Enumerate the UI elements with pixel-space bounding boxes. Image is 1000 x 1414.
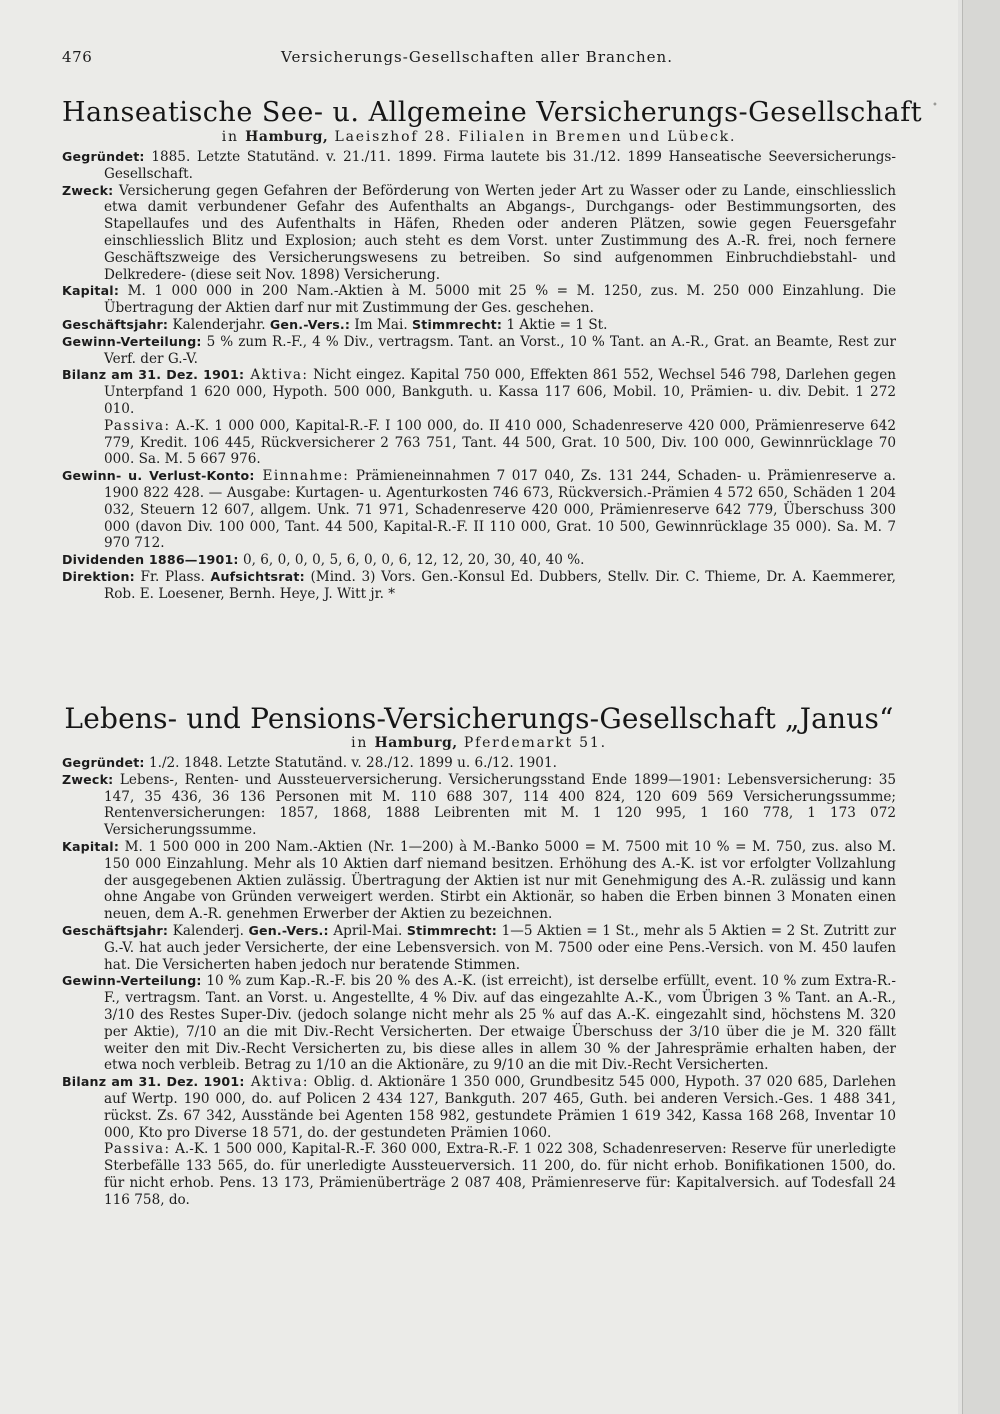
entry-label: Aufsichtsrat: (210, 568, 305, 584)
entry-bilanz-passiva (62, 1141, 896, 1208)
entry-label: Kapital: (62, 838, 120, 854)
entry-text: 1—5 Aktien = 1 St., mehr als 5 Aktien = 2 St. Zutritt zur G.-V. hat auch jeder Versicherte, der eine Lebensversich. von M. 7500 oder eine Pens.-Versich. von M. 450 laufen hat. Die Versicherten haben jedoch nur beratende Stimmen. (104, 922, 896, 973)
entry-text: M. 1 000 000 in 200 Nam.-Aktien à M. 5000 mit 25 % = M. 1250, zus. M. 250 000 Einzahlung. Die Übertragung der Aktien darf nur mit Zustimmung der Ges. geschehen. (104, 283, 896, 317)
entry-geschaeftsjahr (62, 923, 896, 973)
entry-text: 1885. Letzte Statutänd. v. 21./11. 1899. Firma lautete bis 31./12. 1899 Hanseatische Seeversicherungs-Gesellschaft. (104, 149, 896, 182)
location-prefix: in (351, 735, 375, 751)
company-title: Hanseatische See- u. Allgemeine Versicherungs-Gesellschaft (62, 97, 923, 128)
entry-label: Kapital: (62, 283, 120, 299)
entry-spaced-label: Passiva: (104, 1141, 171, 1158)
entry-bilanz-aktiva (62, 1074, 896, 1141)
company-location (62, 128, 896, 146)
entry-text: 5 % zum R.-F., 4 % Div., vertragsm. Tant. an Vorst., 10 % Tant. an A.-R., Grat. an Beamte, Rest zur Verf. der G.-V. (104, 333, 896, 367)
entry-label: Gegründet: (62, 149, 145, 164)
running-title: Versicherungs-Gesellschaften aller Branchen. (281, 48, 673, 66)
entry-text: 10 % zum Kap.-R.-F. bis 20 % des A.-K. (ist erreicht), ist derselbe erfüllt, event. 10 % zum Extra-R.-F., vertragsm. Tant. an Vorst. u. Angestellte, 4 % Div. auf das eingezahlte A.-K., vom Übrigen 3 % Tant. an A.-R., 3/10 des Restes Super-Div. (jedoch solange nicht mehr als 25 % auf das A.-K. eingezahlt sind, höchstens M. 320 per Aktie), 7/10 an die mit Div.-Recht Versicherten. Der etwaige Überschuss der 3/10 über die je M. 320 fällt weiter den mit Div.-Recht Versicherten zu, bis diese alles in allem 30 % der Jahresprämie erhalten haben, der etwa noch verbleib. Betrag zu 1/10 an die Aktionäre, zu 9/10 an die mit Div.-Recht Versicherten. (104, 973, 896, 1074)
entry-text: Im Mai. (350, 316, 413, 333)
entry-direktion (62, 569, 896, 603)
entry-text: 1 Aktie = 1 St. (502, 316, 608, 333)
entry-bilanz-passiva (62, 418, 896, 468)
entry-spaced-label: Passiva: (104, 417, 171, 434)
entry-label: Gewinn-Verteilung: (62, 333, 202, 349)
entry-text: 0, 6, 0, 0, 0, 5, 6, 0, 0, 6, 12, 12, 20, 30, 40, 40 %. (238, 552, 585, 569)
entry-gewinn-verlust (62, 468, 896, 552)
entry-label: Bilanz am 31. Dez. 1901: (62, 367, 245, 383)
entry-dividenden (62, 552, 896, 569)
entry-label: Geschäftsjahr: (62, 922, 169, 938)
entry-text: Fr. Plass. (134, 568, 211, 585)
entry-text: 1./2. 1848. Letzte Statutänd. v. 28./12. 1899 u. 6./12. 1901. (144, 755, 557, 771)
entry-label: Zweck: (62, 771, 114, 787)
entry-text: (Mind. 3) Vors. Gen.-Konsul Ed. Dubbers, Stellv. Dir. C. Thieme, Dr. A. Kaemmerer, Rob. E. Loesener, Bernh. Heye, J. Witt jr. * (104, 568, 896, 602)
entry-text: Oblig. d. Aktionäre 1 350 000, Grundbesitz 545 000, Hypoth. 37 020 685, Darlehen auf Wertp. 190 000, do. auf Policen 2 434 127, Bankguth. 207 465, Guth. bei anderen Versich.-Ges. 1 488 341, rückst. Zs. 67 342, Ausstände bei Agenten 158 982, gestundete Prämien 1 619 342, Kassa 168 268, Inventar 10 000, Kto pro Diverse 18 571, do. der gestundeten Prämien 1060. (104, 1074, 897, 1141)
location-rest: Pferdemarkt 51. (457, 735, 607, 751)
margin-mark: • (932, 100, 938, 111)
entry-zweck (62, 183, 896, 284)
page-header (62, 48, 892, 70)
entry-gegruendet (62, 149, 896, 183)
entry-text: Versicherung gegen Gefahren der Beförderung von Werten jeder Art zu Wasser oder zu Lande, einschliesslich etwa damit verbundener Gefahr des Aufenthalts an Abgangs-, Durchgangs- oder Bestimmungsorten, des Stapellaufes und des Aufenthalts in Häfen, Rheden oder anderen Plätzen, sowie gegen Feuersgefahr einschliesslich Blitz und Explosion; auch steht es dem Vorst. unter Zustimmung des A.-R. frei, noch fernere Geschäftszweige des Versicherungswesens zu betreiben. So sind aufgenommen Einbruchdiebstahl- und Delkredere- (diese seit Nov. 1898) Versicherung. (104, 182, 896, 283)
entry-spaced-label: Einnahme: (254, 468, 350, 485)
company-body (62, 149, 896, 603)
entry-label: Direktion: (62, 568, 135, 584)
entry-kapital (62, 839, 896, 923)
entry-bilanz-aktiva (62, 367, 896, 417)
company-location (62, 734, 896, 752)
company-body (62, 755, 896, 1209)
company-janus (62, 702, 896, 1209)
page-edge (962, 0, 1000, 1414)
entry-label: Gen.-Vers.: (248, 922, 329, 938)
location-rest: Laeiszhof 28. Filialen in Bremen und Lübeck. (328, 129, 737, 145)
company-hanseatische (62, 96, 923, 603)
entry-label: Bilanz am 31. Dez. 1901: (62, 1074, 245, 1090)
entry-gegruendet (62, 755, 896, 772)
entry-text: A.-K. 1 500 000, Kapital-R.-F. 360 000, Extra-R.-F. 1 022 308, Schadenreserven: Reserve für unerledigte Sterbefälle 133 565, do. für unerledigte Aussteuerversich. 11 200, do. für nicht erhob. Bonifikationen 1500, do. für nicht erhob. Pens. 13 173, Prämienüberträge 2 087 408, Prämienreserve für: Kapitalversich. auf Todesfall 24 116 758, do. (104, 1141, 896, 1208)
location-city: Hamburg, (374, 735, 458, 751)
entry-label: Zweck: (62, 182, 114, 198)
entry-text: Nicht eingez. Kapital 750 000, Effekten 861 552, Wechsel 546 798, Darlehen gegen Unterpfand 1 620 000, Hypoth. 500 000, Bankguth. u. Kassa 117 606, Mobil. 10, Prämien- u. div. Debit. 1 272 010. (104, 367, 896, 417)
company-title: Lebens- und Pensions-Versicherungs-Gesellschaft „Janus“ (64, 702, 894, 735)
entry-gewinn-verteilung (62, 973, 896, 1074)
entry-label: Geschäftsjahr: (62, 316, 169, 332)
location-prefix: in (221, 129, 246, 145)
entry-gewinn-verteilung (62, 334, 896, 368)
entry-text: Prämieneinnahmen 7 017 040, Zs. 131 244, Schaden- u. Prämienreserve a. 1900 822 428. — Ausgabe: Kurtagen- u. Agenturkosten 746 673, Rückversich.-Prämien 4 572 650, Schäden 1 204 032, Steuern 12 607, allgem. Unk. 71 971, Schadenreserve 420 000, Prämienreserve 642 779, Überschuss 300 000 (davon Div. 100 000, Tant. 44 500, Kapital-R.-F. II 110 000, Grat. 10 500, Gewinnrücklage 35 000). Sa. M. 7 970 712. (104, 468, 897, 552)
entry-label: Gewinn- u. Verlust-Konto: (62, 468, 255, 484)
entry-zweck (62, 772, 896, 839)
entry-text: A.-K. 1 000 000, Kapital-R.-F. I 100 000, do. II 410 000, Schadenreserve 420 000, Prämienreserve 642 779, Kredit. 106 445, Rückversicherer 2 763 751, Tant. 44 500, Grat. 10 500, Div. 100 000, Gewinnrücklage 70 000. Sa. M. 5 667 976. (104, 417, 896, 468)
entry-spaced-label: Aktiva: (244, 1074, 309, 1091)
location-city: Hamburg, (245, 129, 329, 145)
entry-spaced-label: Aktiva: (244, 367, 309, 384)
entry-text: Lebens-, Renten- und Aussteuerversicherung. Versicherungsstand Ende 1899—1901: Lebensversicherung: 35 147, 35 436, 36 136 Personen mit M. 110 688 307, 114 400 824, 120 609 569 Versicherungssumme; Rentenversicherungen: 1857, 1868, 1888 Leibrenten mit M. 1 120 995, 1 160 778, 1 173 072 Versicherungssumme. (104, 771, 896, 839)
entry-kapital (62, 283, 896, 317)
page-number: 476 (62, 48, 93, 66)
entry-text: Kalenderj. (168, 922, 249, 939)
entry-label: Gegründet: (62, 755, 145, 770)
entry-geschaeftsjahr (62, 317, 896, 334)
entry-text: Kalenderjahr. (168, 316, 270, 333)
entry-text: April-Mai. (328, 922, 407, 939)
entry-label: Gewinn-Verteilung: (62, 973, 202, 989)
entry-label: Dividenden 1886—1901: (62, 552, 239, 568)
entry-label: Stimmrecht: (412, 316, 503, 332)
entry-text: M. 1 500 000 in 200 Nam.-Aktien (Nr. 1—200) à M.-Banko 5000 = M. 7500 mit 10 % = M. 750, zus. also M. 150 000 Einzahlung. Mehr als 10 Aktien darf niemand besitzen. Erhöhung des A.-K. ist vor erfolgter Vollzahlung der ausgegebenen Aktien zulässig. Übertragung der Aktien ist nur mit Genehmigung des A.-R. zulässig und kann ohne Angabe von Gründen verweigert werden. Stirbt ein Aktionär, so haben die Erben binnen 3 Monaten einen neuen, dem A.-R. genehmen Erwerber der Aktien zu bezeichnen. (104, 838, 896, 923)
entry-label: Gen.-Vers.: (269, 316, 351, 332)
entry-label: Stimmrecht: (406, 922, 497, 938)
